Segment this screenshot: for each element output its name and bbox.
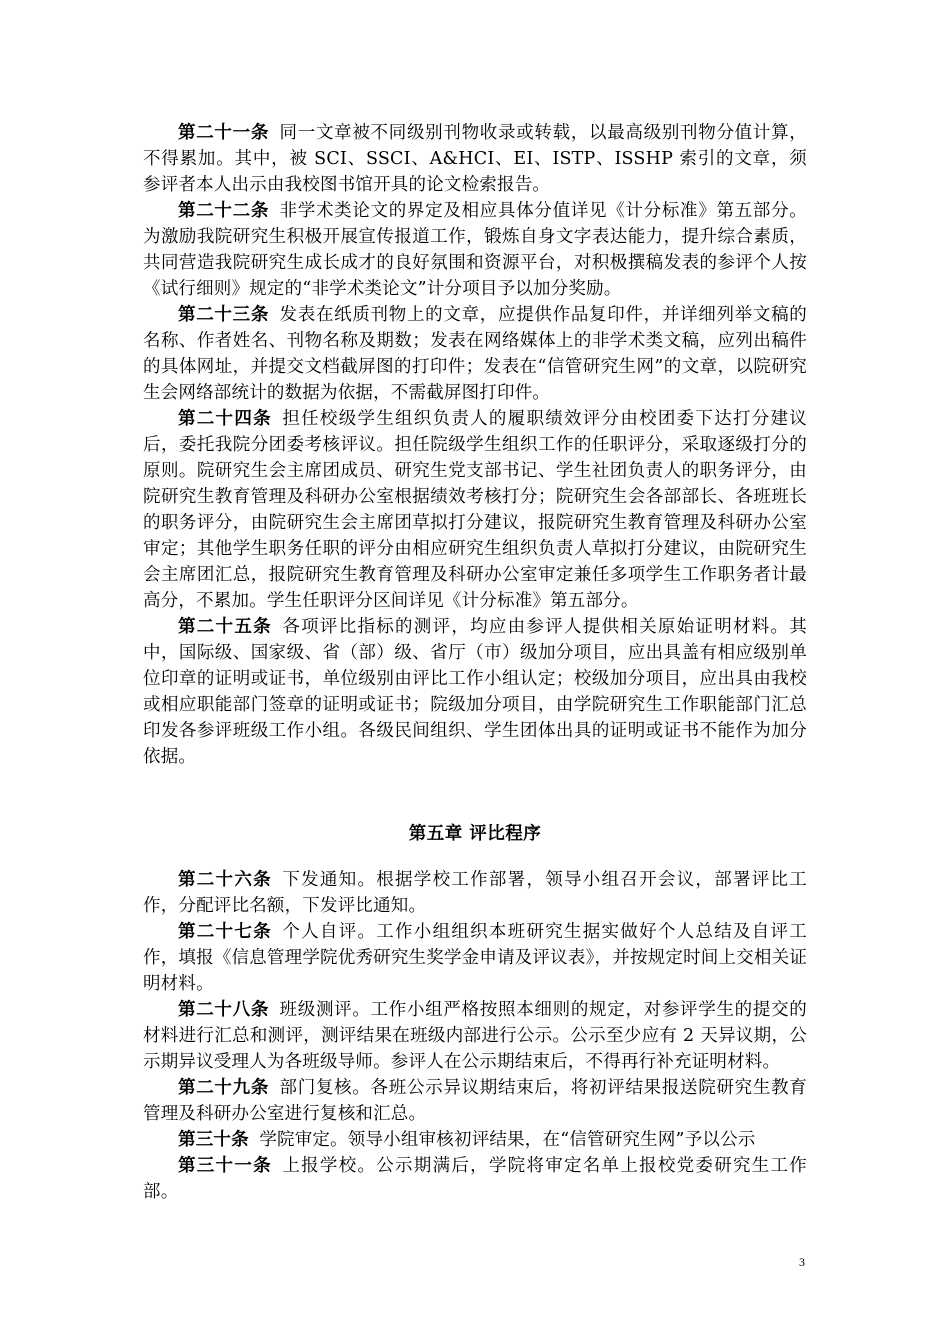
article-30 bbox=[143, 1127, 807, 1153]
document-page bbox=[143, 120, 807, 1205]
article-26 bbox=[143, 867, 807, 919]
article-heading: 第三十条 bbox=[178, 1130, 249, 1150]
article-heading: 第二十五条 bbox=[178, 617, 272, 637]
article-27 bbox=[143, 919, 807, 997]
article-heading: 第三十一条 bbox=[178, 1156, 272, 1176]
page-number: 3 bbox=[799, 1255, 805, 1269]
article-text: 非学术类论文的界定及相应具体分值详见《计分标准》第五部分。为激励我院研究生积极开展宣传报道工作，锻炼自身文字表达能力，提升综合素质，共同营造我院研究生成长成才的良好氛围和资源平台，对积极撰稿发表的参评个人按《试行细则》规定的“非学术类论文”计分项目予以加分奖励。 bbox=[143, 201, 807, 299]
article-23 bbox=[143, 302, 807, 406]
article-heading: 第二十一条 bbox=[178, 123, 270, 143]
article-heading: 第二十三条 bbox=[178, 305, 270, 325]
article-29 bbox=[143, 1075, 807, 1127]
article-heading: 第二十六条 bbox=[178, 870, 272, 890]
article-text: 各项评比指标的测评，均应由参评人提供相关原始证明材料。其中，国际级、国家级、省（部）级、省厅（市）级加分项目，应出具盖有相应级别单位印章的证明或证书，单位级别由评比工作小组认定；校级加分项目，应出具由我校或相应职能部门签章的证明或证书；院级加分项目，由学院研究生工作职能部门汇总印发各参评班级工作小组。各级民间组织、学生团体出具的证明或证书不能作为加分依据。 bbox=[143, 617, 807, 767]
chapter-title: 第五章 评比程序 bbox=[408, 824, 542, 844]
article-28 bbox=[143, 997, 807, 1075]
article-text: 下发通知。根据学校工作部署，领导小组召开会议，部署评比工作，分配评比名额，下发评比通知。 bbox=[143, 870, 807, 916]
article-text: 担任校级学生组织负责人的履职绩效评分由校团委下达打分建议后，委托我院分团委考核评议。担任院级学生组织工作的任职评分，采取逐级打分的原则。院研究生会主席团成员、研究生党支部书记、学生社团负责人的职务评分，由院研究生教育管理及科研办公室根据绩效考核打分；院研究生会各部部长、各班班长的职务评分，由院研究生会主席团草拟打分建议，报院研究生教育管理及科研办公室审定；其他学生职务任职的评分由相应研究生组织负责人草拟打分建议，由院研究生会主席团汇总，报院研究生教育管理及科研办公室审定兼任多项学生工作职务者计最高分，不累加。学生任职评分区间详见《计分标准》第五部分。 bbox=[143, 409, 807, 611]
article-text: 个人自评。工作小组组织本班研究生据实做好个人总结及自评工作，填报《信息管理学院优秀研究生奖学金申请及评议表》，并按规定时间上交相关证明材料。 bbox=[143, 922, 807, 994]
article-text: 部门复核。各班公示异议期结束后，将初评结果报送院研究生教育管理及科研办公室进行复核和汇总。 bbox=[143, 1078, 807, 1124]
article-text: 同一文章被不同级别刊物收录或转载，以最高级别刊物分值计算，不得累加。其中，被 SCI、SSCI、A&HCI、EI、ISTP、ISSHP 索引的文章，须参评者本人出示由我校图书馆开具的论文检索报告。 bbox=[143, 123, 807, 195]
article-24 bbox=[143, 406, 807, 614]
article-22 bbox=[143, 198, 807, 302]
article-text: 上报学校。公示期满后，学院将审定名单上报校党委研究生工作部。 bbox=[143, 1156, 807, 1202]
article-heading: 第二十八条 bbox=[178, 1000, 270, 1020]
article-text: 发表在纸质刊物上的文章，应提供作品复印件，并详细列举文稿的名称、作者姓名、刊物名称及期数；发表在网络媒体上的非学术类文稿，应列出稿件的具体网址，并提交文档截屏图的打印件；发表在“信管研究生网”的文章，以院研究生会网络部统计的数据为依据，不需截屏图打印件。 bbox=[143, 305, 807, 403]
article-31 bbox=[143, 1153, 807, 1205]
article-heading: 第二十二条 bbox=[178, 201, 270, 221]
article-text: 班级测评。工作小组严格按照本细则的规定，对参评学生的提交的材料进行汇总和测评，测评结果在班级内部进行公示。公示至少应有 2 天异议期，公示期异议受理人为各班级导师。参评人在公示期结束后，不得再行补充证明材料。 bbox=[143, 1000, 807, 1072]
article-heading: 第二十九条 bbox=[178, 1078, 270, 1098]
article-text: 学院审定。领导小组审核初评结果，在“信管研究生网”予以公示 bbox=[259, 1130, 756, 1150]
article-21 bbox=[143, 120, 807, 198]
article-heading: 第二十四条 bbox=[178, 409, 272, 429]
article-25 bbox=[143, 614, 807, 770]
article-heading: 第二十七条 bbox=[178, 922, 272, 942]
